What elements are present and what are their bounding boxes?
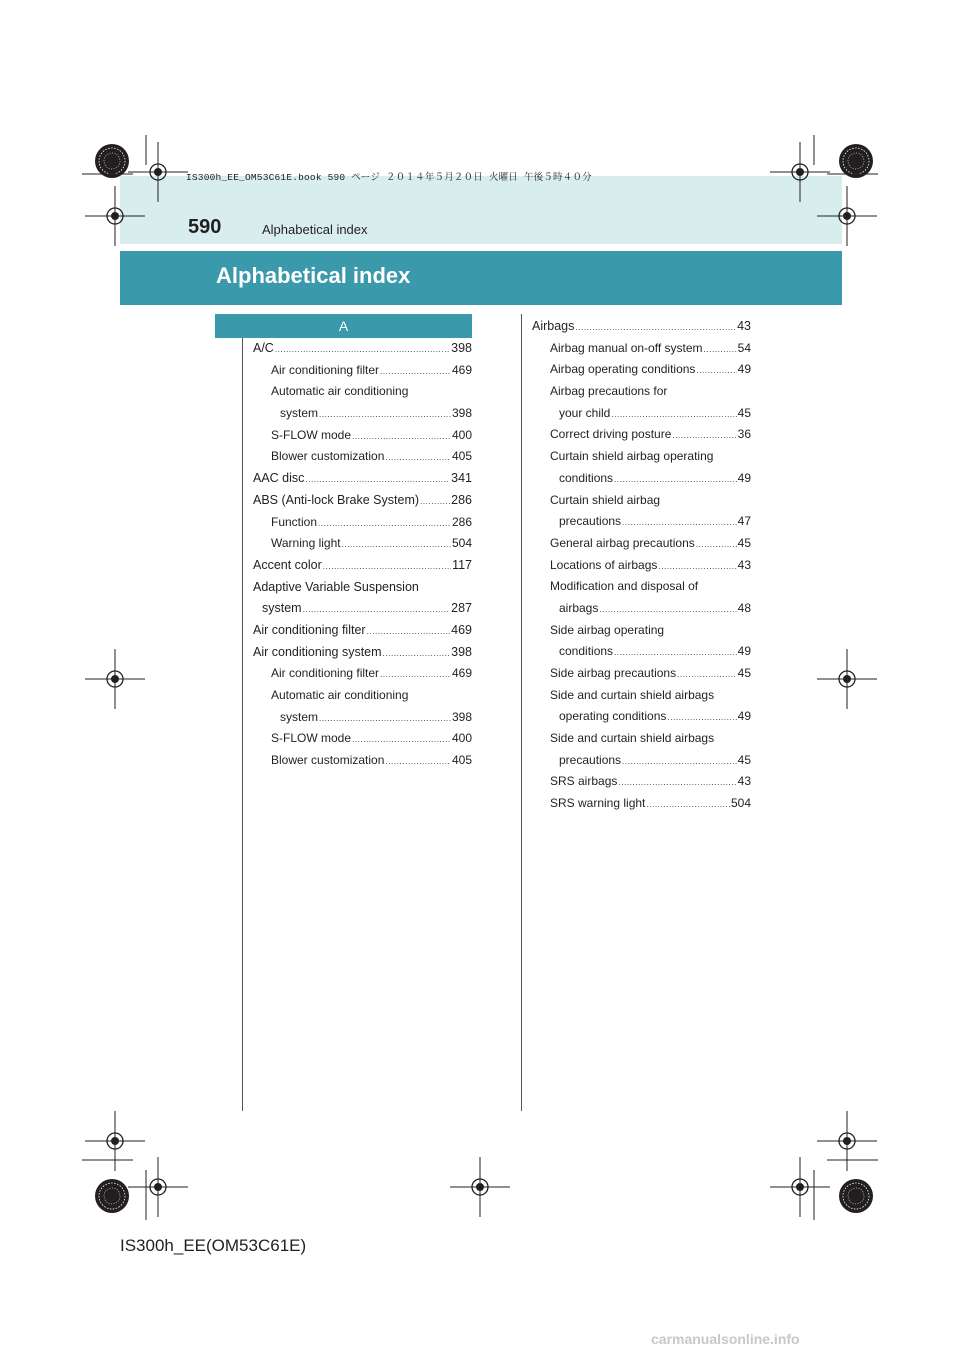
- index-entry-label: Side airbag precautions: [550, 666, 677, 680]
- registration-star-icon: [839, 144, 873, 178]
- index-entry-label: Side and curtain shield airbags: [550, 687, 715, 702]
- registration-star-icon: [95, 144, 129, 178]
- index-entry-label: Air conditioning filter: [253, 622, 366, 637]
- index-entry-page: 43: [737, 319, 751, 333]
- index-entry-label: Modification and disposal of: [550, 579, 699, 594]
- index-entry-label: airbags: [559, 600, 599, 615]
- index-entry-page: 469: [451, 362, 472, 377]
- index-entry-label: Correct driving posture: [550, 427, 672, 442]
- index-entry-page: 49: [737, 470, 751, 485]
- index-entry-label: Air conditioning filter: [271, 362, 380, 377]
- index-entry-label: S-FLOW mode: [271, 731, 352, 746]
- index-entry-label: Adaptive Variable Suspension: [253, 579, 419, 594]
- index-entry-page: 45: [737, 535, 751, 550]
- index-entry-label: Automatic air conditioning: [271, 384, 409, 399]
- index-entry-label: S-FLOW mode: [271, 427, 352, 442]
- index-entry-label: Side and curtain shield airbags: [550, 731, 715, 746]
- index-entry-label: Automatic air conditioning: [271, 688, 409, 702]
- index-entry-label: A/C: [253, 341, 274, 355]
- index-entry-label: Blower customization: [271, 449, 385, 464]
- index-entry-page: 341: [451, 471, 472, 486]
- registration-cross-icon: [85, 186, 145, 246]
- running-head: Alphabetical index: [262, 222, 368, 237]
- registration-star-icon: [839, 1179, 873, 1213]
- index-entry-label: SRS warning light: [550, 796, 646, 811]
- index-entry-page: 405: [451, 449, 472, 464]
- index-entry-page: 287: [451, 601, 472, 616]
- index-entry-label: system: [280, 406, 319, 421]
- index-entry-page: 286: [451, 514, 472, 529]
- index-entry-page: 405: [451, 753, 472, 768]
- index-entry-page: 47: [737, 514, 751, 529]
- index-entry-label: Airbag manual on-off system: [550, 340, 703, 355]
- index-entry-label: Side airbag operating: [550, 622, 665, 637]
- index-entry-page: 48: [737, 600, 751, 615]
- index-entry-label: conditions: [559, 644, 614, 659]
- index-entry-page: 45: [737, 666, 751, 680]
- registration-cross-icon: [817, 1111, 877, 1171]
- section-letter-tab: A: [215, 314, 472, 338]
- index-entry-label: Function: [271, 514, 318, 529]
- index-entry-page: 54: [737, 340, 751, 355]
- index-entry-label: Air conditioning filter: [271, 666, 380, 681]
- book-info: IS300h_EE_OM53C61E.book 590 ページ ２０１４年５月２０日 火曜日 午後５時４０分: [186, 172, 592, 183]
- index-entry-label: precautions: [559, 514, 622, 529]
- index-entry-page: 49: [737, 709, 751, 724]
- registration-cross-icon: [817, 649, 877, 709]
- index-entry-label: Airbags: [532, 319, 575, 333]
- index-entry-page: 117: [452, 557, 472, 572]
- registration-cross-icon: [128, 1157, 188, 1217]
- index-entry-page: 504: [451, 536, 472, 551]
- index-entry-label: Airbag precautions for: [550, 384, 668, 399]
- registration-cross-icon: [817, 186, 877, 246]
- index-entry-label: your child: [559, 405, 611, 420]
- index-entry-page: 49: [737, 362, 751, 377]
- index-entry-label: SRS airbags: [550, 774, 618, 789]
- page-title: Alphabetical index: [216, 263, 411, 288]
- index-entry-label: Accent color: [253, 557, 322, 572]
- registration-cross-icon: [450, 1157, 510, 1217]
- index-entry-label: Airbag operating conditions: [550, 362, 696, 377]
- registration-star-icon: [95, 1179, 129, 1213]
- index-entry-label: operating conditions: [559, 709, 667, 724]
- index-entry-page: 286: [451, 492, 472, 507]
- index-entry-page: 45: [737, 752, 751, 767]
- index-entry-page: 45: [737, 405, 751, 420]
- index-entry-page: 43: [737, 774, 751, 789]
- index-entry-page: 398: [451, 709, 472, 724]
- registration-cross-icon: [128, 142, 188, 202]
- index-entry-label: Blower customization: [271, 753, 385, 768]
- index-entry-label: Curtain shield airbag operating: [550, 449, 714, 464]
- index-entry-page: 398: [451, 341, 472, 355]
- index-entry-page: 398: [451, 406, 472, 421]
- index-entry-label: precautions: [559, 752, 622, 767]
- index-entry-page: 398: [451, 644, 472, 659]
- index-entry-label: system: [262, 601, 302, 616]
- registration-cross-icon: [770, 1157, 830, 1217]
- index-entry-label: system: [280, 709, 319, 724]
- index-entry-label: Warning light: [271, 536, 341, 551]
- index-entry-label: ABS (Anti-lock Brake System): [253, 492, 420, 507]
- index-entry-label: Curtain shield airbag: [550, 492, 661, 507]
- index-entry-page: 36: [737, 427, 751, 442]
- index-entry-label: General airbag precautions: [550, 535, 695, 550]
- model-code: IS300h_EE(OM53C61E): [120, 1236, 307, 1255]
- index-entry-page: 504: [730, 796, 751, 811]
- index-entry-label: Air conditioning system: [253, 644, 382, 659]
- registration-cross-icon: [85, 649, 145, 709]
- index-entry-page: 43: [737, 557, 751, 572]
- index-entry-page: 469: [451, 622, 472, 637]
- index-entry-page: 400: [451, 427, 472, 442]
- index-entry-label: AAC disc: [253, 471, 305, 486]
- index-entry-page: 400: [451, 731, 472, 746]
- registration-cross-icon: [770, 142, 830, 202]
- watermark-text: carmanualsonline.info: [651, 1331, 800, 1347]
- index-entry-page: 49: [737, 644, 751, 659]
- page-number: 590: [188, 216, 222, 238]
- registration-cross-icon: [85, 1111, 145, 1171]
- index-entry-label: Locations of airbags: [550, 557, 658, 572]
- index-entry-page: 469: [451, 666, 472, 681]
- index-entry-label: conditions: [559, 470, 614, 485]
